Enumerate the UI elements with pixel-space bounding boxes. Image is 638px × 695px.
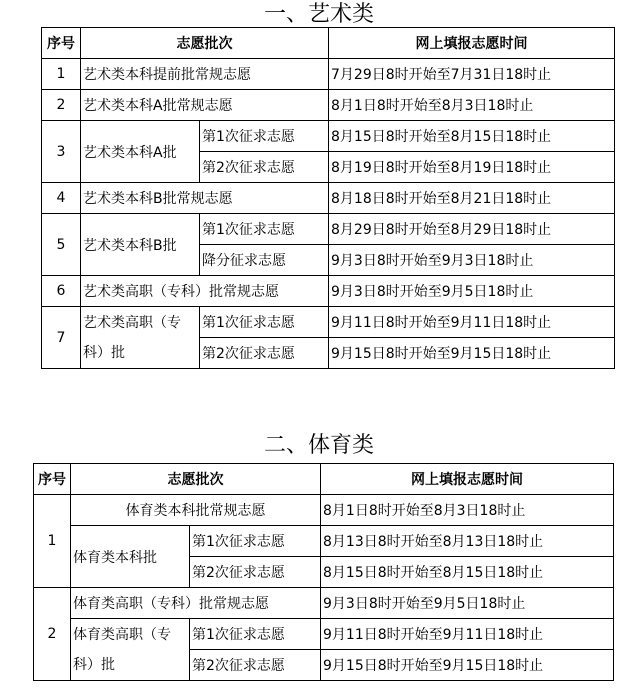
- sub-batch: 第2次征求志愿: [200, 152, 329, 183]
- table-row: [34, 588, 614, 619]
- row-no: 1: [42, 59, 81, 90]
- batch-name: 艺术类高职（专科）批常规志愿: [81, 276, 329, 307]
- table-row: [34, 495, 614, 526]
- batch-name: 体育类本科批: [71, 526, 190, 588]
- table-row: [42, 214, 615, 245]
- sports-schedule-table: [33, 463, 614, 681]
- fill-time: 8月15日8时开始至8月15日18时止: [329, 121, 615, 152]
- batch-name: 艺术类本科B批常规志愿: [81, 183, 329, 214]
- header-no: 序号: [42, 28, 81, 59]
- batch-name: 体育类高职（专科）批常规志愿: [71, 588, 321, 619]
- header-batch: 志愿批次: [81, 28, 329, 59]
- row-no: 6: [42, 276, 81, 307]
- sub-batch: 第1次征求志愿: [200, 214, 329, 245]
- fill-time: 9月15日8时开始至9月15日18时止: [321, 650, 614, 681]
- sub-batch: 第2次征求志愿: [200, 338, 329, 369]
- sub-batch: 降分征求志愿: [200, 245, 329, 276]
- row-no: 2: [34, 588, 71, 681]
- fill-time: 8月18日8时开始至8月21日18时止: [329, 183, 615, 214]
- fill-time: 8月29日8时开始至8月29日18时止: [329, 214, 615, 245]
- fill-time: 9月11日8时开始至9月11日18时止: [321, 619, 614, 650]
- sports-section-title: 二、体育类: [263, 433, 374, 458]
- art-schedule-table: [41, 27, 615, 369]
- batch-name: 体育类高职（专科）批: [71, 619, 190, 681]
- row-no: 3: [42, 121, 81, 183]
- sub-batch: 第2次征求志愿: [190, 650, 321, 681]
- fill-time: 9月3日8时开始至9月5日18时止: [329, 276, 615, 307]
- fill-time: 9月11日8时开始至9月11日18时止: [329, 307, 615, 338]
- batch-name: 艺术类高职（专科）批: [81, 307, 200, 369]
- batch-name: 艺术类本科B批: [81, 214, 200, 276]
- header-no: 序号: [34, 464, 71, 495]
- batch-name: 艺术类本科A批: [81, 121, 200, 183]
- fill-time: 7月29日8时开始至7月31日18时止: [329, 59, 615, 90]
- row-no: 5: [42, 214, 81, 276]
- sub-batch: 第1次征求志愿: [190, 619, 321, 650]
- batch-name: 艺术类本科提前批常规志愿: [81, 59, 329, 90]
- fill-time: 9月3日8时开始至9月5日18时止: [321, 588, 614, 619]
- fill-time: 8月15日8时开始至8月15日18时止: [321, 557, 614, 588]
- table-row: [42, 183, 615, 214]
- row-no: 7: [42, 307, 81, 369]
- header-time: 网上填报志愿时间: [329, 28, 615, 59]
- row-no: 1: [34, 495, 71, 588]
- fill-time: 9月15日8时开始至9月15日18时止: [329, 338, 615, 369]
- header-time: 网上填报志愿时间: [321, 464, 614, 495]
- table-row: [42, 90, 615, 121]
- table-row: [42, 121, 615, 152]
- sub-batch: 第1次征求志愿: [200, 121, 329, 152]
- batch-name: 体育类本科批常规志愿: [71, 495, 321, 526]
- sub-batch: 第2次征求志愿: [190, 557, 321, 588]
- fill-time: 8月1日8时开始至8月3日18时止: [321, 495, 614, 526]
- fill-time: 8月13日8时开始至8月13日18时止: [321, 526, 614, 557]
- table-row: [34, 619, 614, 650]
- fill-time: 9月3日8时开始至9月3日18时止: [329, 245, 615, 276]
- table-row: [34, 526, 614, 557]
- sub-batch: 第1次征求志愿: [200, 307, 329, 338]
- table-row: [42, 307, 615, 338]
- row-no: 2: [42, 90, 81, 121]
- table-row: [42, 276, 615, 307]
- table-header-row: [42, 28, 615, 59]
- sub-batch: 第1次征求志愿: [190, 526, 321, 557]
- table-header-row: [34, 464, 614, 495]
- batch-name: 艺术类本科A批常规志愿: [81, 90, 329, 121]
- table-row: [42, 59, 615, 90]
- row-no: 4: [42, 183, 81, 214]
- art-section-title: 一、艺术类: [263, 2, 374, 27]
- header-batch: 志愿批次: [71, 464, 321, 495]
- fill-time: 8月19日8时开始至8月19日18时止: [329, 152, 615, 183]
- fill-time: 8月1日8时开始至8月3日18时止: [329, 90, 615, 121]
